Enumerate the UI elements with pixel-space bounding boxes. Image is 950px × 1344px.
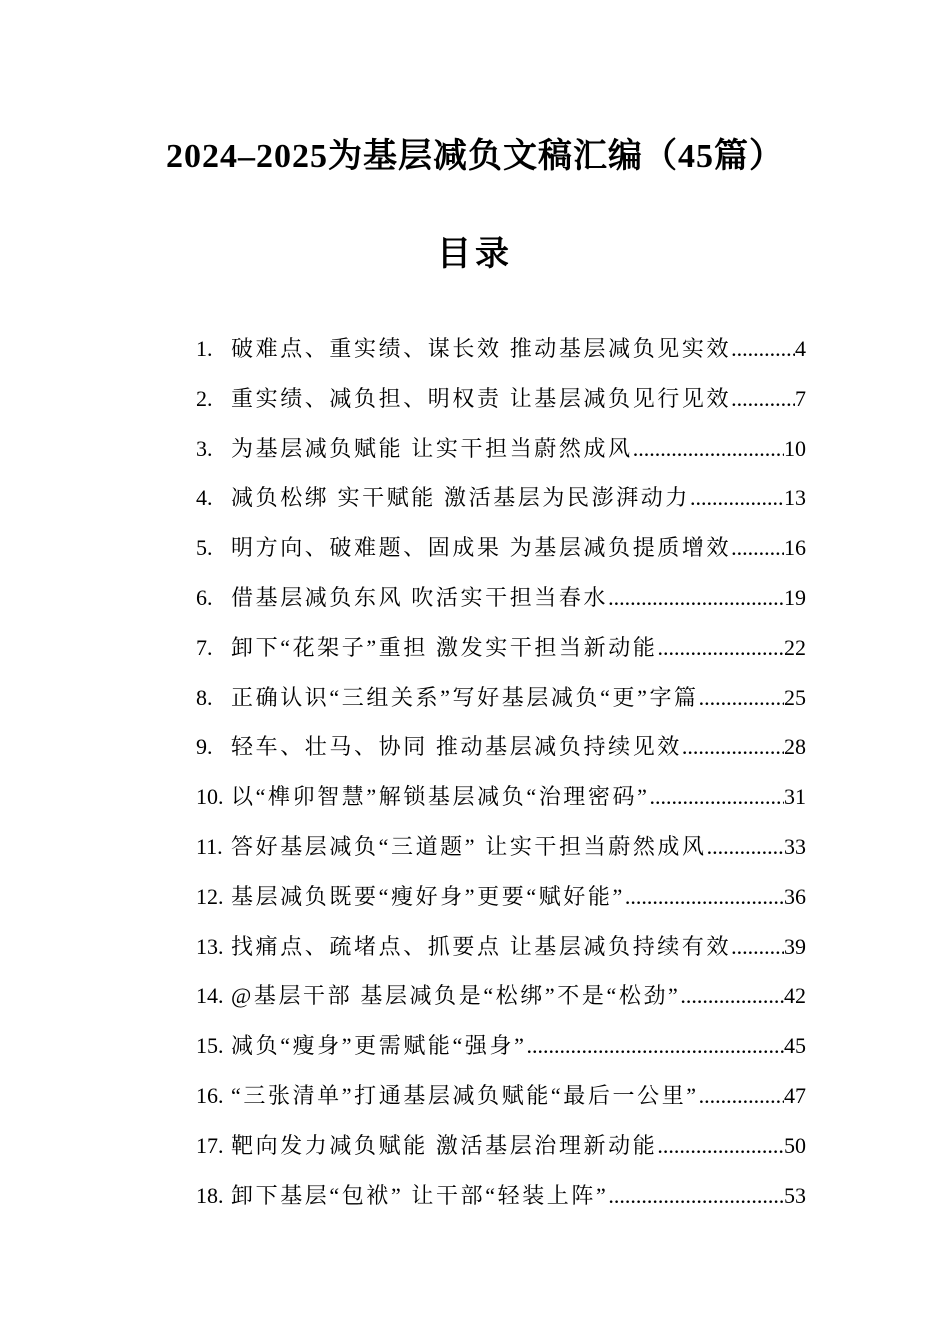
toc-entry-number: 14.: [196, 983, 224, 1009]
toc-entry-title: 减负松绑 实干赋能 激活基层为民澎湃动力: [231, 485, 691, 511]
toc-entry-number: 9.: [196, 734, 213, 760]
toc-entry[interactable]: [196, 780, 806, 830]
toc-entry-page: 7: [795, 385, 806, 411]
toc-entry[interactable]: [196, 730, 806, 780]
toc-entry-number: 3.: [196, 435, 213, 461]
toc-entry-page: 50: [784, 1132, 806, 1158]
toc-entry-title: 找痛点、疏堵点、抓要点 让基层减负持续有效: [231, 933, 732, 959]
toc-entry-number: 6.: [196, 584, 213, 610]
toc-entry-page: 22: [784, 634, 806, 660]
toc-entry[interactable]: [196, 930, 806, 980]
toc-entry[interactable]: [196, 432, 806, 482]
dot-leader: [526, 1033, 784, 1059]
dot-leader: [633, 436, 784, 462]
toc-entry-title: 答好基层减负“三道题” 让实干担当蔚然成风: [231, 833, 707, 859]
toc-entry[interactable]: [196, 979, 806, 1029]
toc-entry-title: 为基层减负赋能 让实干担当蔚然成风: [231, 435, 633, 461]
toc-entry-number: 4.: [196, 485, 213, 511]
dot-leader: [608, 1183, 784, 1209]
dot-leader: [690, 485, 784, 511]
toc-entry-title: 借基层减负东风 吹活实干担当春水: [231, 584, 609, 610]
toc-entry-title: 减负“瘦身”更需赋能“强身”: [231, 1033, 527, 1059]
toc-entry-page: 31: [784, 784, 806, 810]
toc-entry[interactable]: [196, 1179, 806, 1229]
table-of-contents: [196, 332, 806, 1228]
toc-entry-number: 12.: [196, 883, 224, 909]
toc-entry-page: 25: [784, 684, 806, 710]
toc-entry-title: “三张清单”打通基层减负赋能“最后一公里”: [231, 1082, 699, 1108]
toc-entry-page: 36: [784, 883, 806, 909]
toc-entry-number: 17.: [196, 1132, 224, 1158]
dot-leader: [707, 834, 784, 860]
toc-entry[interactable]: [196, 581, 806, 631]
document-title: 2024–2025为基层减负文稿汇编（45篇）: [166, 138, 784, 175]
dot-leader: [699, 685, 784, 711]
toc-entry[interactable]: [196, 631, 806, 681]
toc-entry-number: 1.: [196, 336, 213, 361]
toc-entry[interactable]: [196, 332, 806, 382]
toc-entry-number: 10.: [196, 784, 224, 810]
toc-entry-title: 重实绩、减负担、明权责 让基层减负见行见效: [231, 385, 732, 411]
toc-entry[interactable]: [196, 481, 806, 531]
dot-leader: [649, 784, 784, 810]
toc-entry-title: 轻车、壮马、协同 推动基层减负持续见效: [231, 734, 682, 760]
toc-entry[interactable]: [196, 681, 806, 731]
toc-entry-page: 45: [784, 1033, 806, 1059]
toc-entry-page: 4: [795, 336, 806, 361]
toc-entry-page: 28: [784, 734, 806, 760]
toc-entry-title: 正确认识“三组关系”写好基层减负“更”字篇: [231, 684, 699, 710]
toc-entry-title: 破难点、重实绩、谋长效 推动基层减负见实效: [231, 336, 732, 361]
toc-entry-title: @基层干部 基层减负是“松绑”不是“松劲”: [231, 983, 681, 1009]
toc-entry[interactable]: [196, 1079, 806, 1129]
toc-entry-page: 10: [784, 435, 806, 461]
toc-entry-title: 卸下“花架子”重担 激发实干担当新动能: [231, 634, 658, 660]
toc-entry-number: 15.: [196, 1033, 224, 1059]
toc-entry-page: 16: [784, 535, 806, 561]
toc-entry[interactable]: [196, 531, 806, 581]
toc-entry-number: 16.: [196, 1082, 224, 1108]
dot-leader: [731, 535, 784, 561]
toc-entry-page: 53: [784, 1182, 806, 1208]
dot-leader: [731, 386, 795, 412]
toc-entry-page: 19: [784, 584, 806, 610]
toc-entry-number: 5.: [196, 535, 213, 561]
toc-entry-title: 明方向、破难题、固成果 为基层减负提质增效: [231, 535, 732, 561]
toc-entry-number: 2.: [196, 385, 213, 411]
toc-entry-page: 13: [784, 485, 806, 511]
dot-leader: [657, 1133, 784, 1159]
toc-entry[interactable]: [196, 1029, 806, 1079]
toc-entry-number: 8.: [196, 684, 213, 710]
dot-leader: [657, 635, 784, 661]
toc-entry-title: 以“榫卯智慧”解锁基层减负“治理密码”: [231, 784, 650, 810]
toc-entry-page: 42: [784, 983, 806, 1009]
toc-heading: 目录: [437, 236, 513, 273]
toc-entry-number: 11.: [196, 833, 223, 859]
toc-entry[interactable]: [196, 880, 806, 930]
toc-entry-number: 7.: [196, 634, 213, 660]
toc-entry-page: 33: [784, 833, 806, 859]
toc-entry-title: 卸下基层“包袱” 让干部“轻装上阵”: [231, 1182, 609, 1208]
dot-leader: [625, 884, 784, 910]
toc-entry[interactable]: [196, 830, 806, 880]
dot-leader: [731, 934, 784, 960]
toc-entry-number: 13.: [196, 933, 224, 959]
dot-leader: [731, 336, 795, 362]
dot-leader: [699, 1083, 784, 1109]
dot-leader: [682, 734, 784, 760]
toc-entry-page: 47: [784, 1082, 806, 1108]
toc-entry[interactable]: [196, 1129, 806, 1179]
toc-entry-page: 39: [784, 933, 806, 959]
dot-leader: [608, 585, 784, 611]
toc-entry-title: 靶向发力减负赋能 激活基层治理新动能: [231, 1132, 658, 1158]
toc-entry-title: 基层减负既要“瘦好身”更要“赋好能”: [231, 883, 625, 909]
toc-entry-number: 18.: [196, 1182, 224, 1208]
toc-entry[interactable]: [196, 382, 806, 432]
dot-leader: [680, 983, 784, 1009]
